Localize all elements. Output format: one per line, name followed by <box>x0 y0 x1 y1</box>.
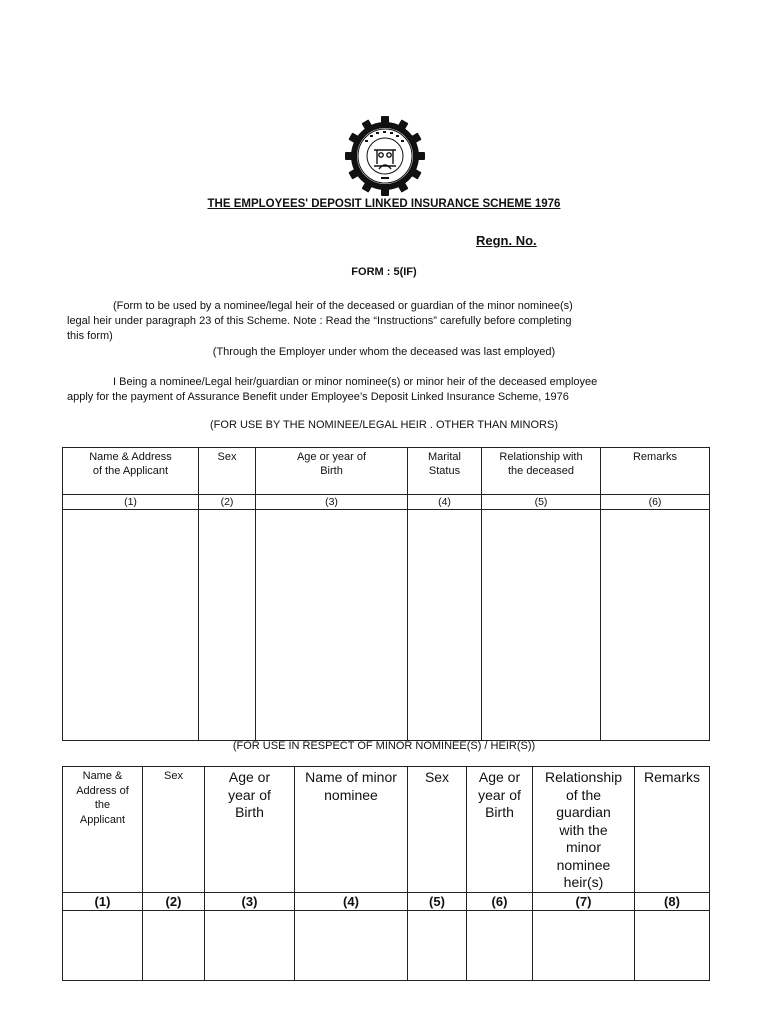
form-number: FORM : 5(IF) <box>351 266 417 278</box>
column-number: (3) <box>256 495 408 510</box>
column-number: (1) <box>63 892 143 910</box>
column-header-sex: Sex <box>199 448 256 495</box>
column-number: (8) <box>635 892 710 910</box>
remarks-entry-cell[interactable] <box>601 510 710 741</box>
column-number: (4) <box>408 495 482 510</box>
column-header-remarks: Remarks <box>635 767 710 893</box>
column-number: (4) <box>295 892 408 910</box>
column-header-name-address: Name & Address of the Applicant <box>63 448 199 495</box>
column-header-minor-age: Age or year of Birth <box>467 767 533 893</box>
column-header-minor-name: Name of minor nominee <box>295 767 408 893</box>
column-number: (6) <box>601 495 710 510</box>
column-number: (1) <box>63 495 199 510</box>
minor-age-entry-cell[interactable] <box>467 910 533 980</box>
sex-entry-cell[interactable] <box>199 510 256 741</box>
declaration-paragraph <box>67 375 707 405</box>
column-header-sex: Sex <box>143 767 205 893</box>
employer-note: (Through the Employer under whom the deceased was last employed) <box>212 346 556 358</box>
remarks-entry-cell[interactable] <box>635 910 710 980</box>
table2-caption: (FOR USE IN RESPECT OF MINOR NOMINEE(S) / HEIR(S)) <box>232 740 536 752</box>
column-number: (7) <box>533 892 635 910</box>
adult-nominee-table <box>62 447 710 741</box>
column-header-marital-status: Marital Status <box>408 448 482 495</box>
column-header-relationship: Relationship with the deceased <box>482 448 601 495</box>
minor-sex-entry-cell[interactable] <box>408 910 467 980</box>
sex-entry-cell[interactable] <box>143 910 205 980</box>
age-entry-cell[interactable] <box>256 510 408 741</box>
column-number: (5) <box>482 495 601 510</box>
column-number: (5) <box>408 892 467 910</box>
minor-nominee-table <box>62 766 710 981</box>
column-header-name-address: Name & Address of the Applicant <box>63 767 143 893</box>
marital-status-entry-cell[interactable] <box>408 510 482 741</box>
guardian-relationship-entry-cell[interactable] <box>533 910 635 980</box>
organization-logo <box>343 114 427 198</box>
scheme-title: THE EMPLOYEES' DEPOSIT LINKED INSURANCE SCHEME 1976 <box>207 198 561 210</box>
column-number: (2) <box>143 892 205 910</box>
column-number: (6) <box>467 892 533 910</box>
column-number: (2) <box>199 495 256 510</box>
column-header-minor-sex: Sex <box>408 767 467 893</box>
paragraph-line: apply for the payment of Assurance Benefit under Employee’s Deposit Linked Insurance Scheme, 1976 <box>67 391 569 403</box>
paragraph-line: I Being a nominee/Legal heir/guardian or minor nominee(s) or minor heir of the deceased employee <box>113 376 598 388</box>
paragraph-line: (Form to be used by a nominee/legal heir of the deceased or guardian of the minor nominee(s) <box>113 300 573 312</box>
registration-number-label: Regn. No. <box>476 233 537 248</box>
minor-name-entry-cell[interactable] <box>295 910 408 980</box>
column-header-age: Age or year of Birth <box>256 448 408 495</box>
column-header-age: Age or year of Birth <box>205 767 295 893</box>
name-address-entry-cell[interactable] <box>63 910 143 980</box>
paragraph-line: legal heir under paragraph 23 of this Scheme. Note : Read the “Instructions” carefully before completing <box>67 315 572 327</box>
name-address-entry-cell[interactable] <box>63 510 199 741</box>
epfo-emblem-icon <box>343 114 427 198</box>
relationship-entry-cell[interactable] <box>482 510 601 741</box>
table1-caption: (FOR USE BY THE NOMINEE/LEGAL HEIR . OTHER THAN MINORS) <box>210 419 558 431</box>
column-number: (3) <box>205 892 295 910</box>
column-header-guardian-relationship: Relationship of the guardian with the minor nominee heir(s) <box>533 767 635 893</box>
paragraph-line: this form) <box>67 330 113 342</box>
form-purpose-paragraph <box>67 299 707 344</box>
column-header-remarks: Remarks <box>601 448 710 495</box>
age-entry-cell[interactable] <box>205 910 295 980</box>
